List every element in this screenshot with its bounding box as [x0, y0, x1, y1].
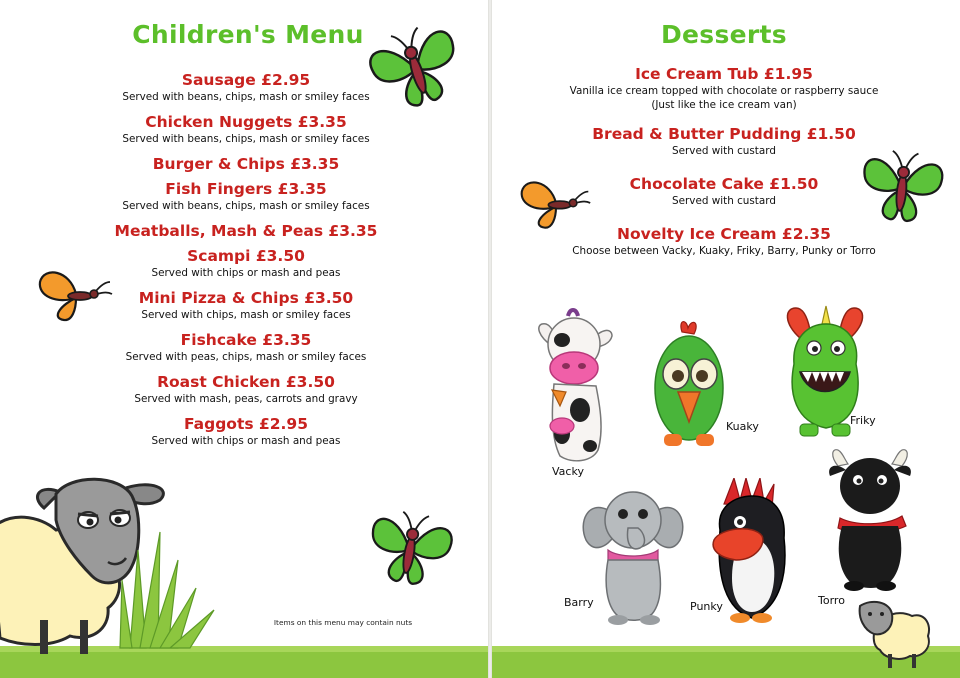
menu-item-desc: Served with chips or mash and peas [151, 435, 341, 447]
butterfly-icon [518, 174, 594, 230]
butterfly-icon [366, 22, 466, 114]
menu-item [544, 124, 904, 158]
menu-item-desc: Vanilla ice cream topped with chocolate or raspberry sauce [569, 85, 879, 97]
menu-item-desc-note: (Just like the ice cream van) [651, 99, 797, 111]
menu-item-desc: Served with mash, peas, carrots and gravy [134, 393, 358, 405]
desserts-page [492, 0, 960, 678]
menu-item-name: Fishcake £3.35 [180, 331, 312, 349]
menu-item-desc: Served with custard [672, 145, 776, 157]
sheep-illustration [0, 470, 488, 678]
menu-item-name: Faggots £2.95 [183, 415, 309, 433]
menu-item-desc: Choose between Vacky, Kuaky, Friky, Barry, Punky or Torro [572, 245, 876, 257]
menu-item-name: Novelty Ice Cream £2.35 [617, 225, 831, 243]
menu-item [544, 224, 904, 258]
menu-item [40, 179, 452, 213]
menu-item [40, 330, 452, 364]
menu-item [40, 221, 452, 241]
menu-item [40, 112, 452, 146]
menu-item [544, 174, 904, 208]
butterfly-icon [36, 264, 116, 322]
menu-item [40, 414, 452, 448]
menu-item-name: Scampi £3.50 [187, 247, 305, 265]
menu-item-desc: Served with chips, mash or smiley faces [141, 309, 351, 321]
menu-item-desc: Served with custard [672, 195, 776, 207]
menu-item-name: Mini Pizza & Chips £3.50 [138, 289, 354, 307]
menu-item-name: Sausage £2.95 [181, 71, 311, 89]
butterfly-icon [856, 144, 948, 230]
desserts-title: Desserts [661, 20, 787, 49]
menu-item-name: Chocolate Cake £1.50 [629, 175, 819, 193]
menu-item [544, 64, 904, 112]
menu-item [40, 372, 452, 406]
toy-label-punky: Punky [690, 600, 723, 613]
menu-item [40, 154, 452, 174]
vacky-toy-image [532, 306, 616, 466]
menu-item-name: Chicken Nuggets £3.35 [145, 113, 347, 131]
toy-label-torro: Torro [818, 594, 845, 607]
menu-item-name: Burger & Chips £3.35 [152, 155, 340, 173]
menu-item-name: Meatballs, Mash & Peas £3.35 [114, 222, 378, 240]
nuts-notice: Items on this menu may contain nuts [273, 618, 413, 627]
menu-item-desc: Served with beans, chips, mash or smiley faces [122, 200, 370, 212]
toy-label-barry: Barry [564, 596, 594, 609]
childrens-menu-list [40, 70, 452, 456]
desserts-list [544, 64, 904, 266]
kuaky-toy-image [652, 318, 726, 452]
menu-item-name: Bread & Butter Pudding £1.50 [592, 125, 856, 143]
toy-label-kuaky: Kuaky [726, 420, 759, 433]
menu-item-desc: Served with chips or mash and peas [151, 267, 341, 279]
menu-item-name: Ice Cream Tub £1.95 [635, 65, 813, 83]
menu-item-desc: Served with beans, chips, mash or smiley faces [122, 133, 370, 145]
menu-item-desc: Served with peas, chips, mash or smiley faces [125, 351, 367, 363]
childrens-menu-title: Children's Menu [132, 20, 364, 49]
menu-item-name: Roast Chicken £3.50 [157, 373, 335, 391]
toy-label-vacky: Vacky [552, 465, 584, 478]
menu-item-name: Fish Fingers £3.35 [165, 180, 327, 198]
menu-item-desc: Served with beans, chips, mash or smiley faces [122, 91, 370, 103]
grass-illustration [492, 596, 960, 678]
torro-toy-image [826, 446, 914, 592]
toy-label-friky: Friky [850, 414, 876, 427]
